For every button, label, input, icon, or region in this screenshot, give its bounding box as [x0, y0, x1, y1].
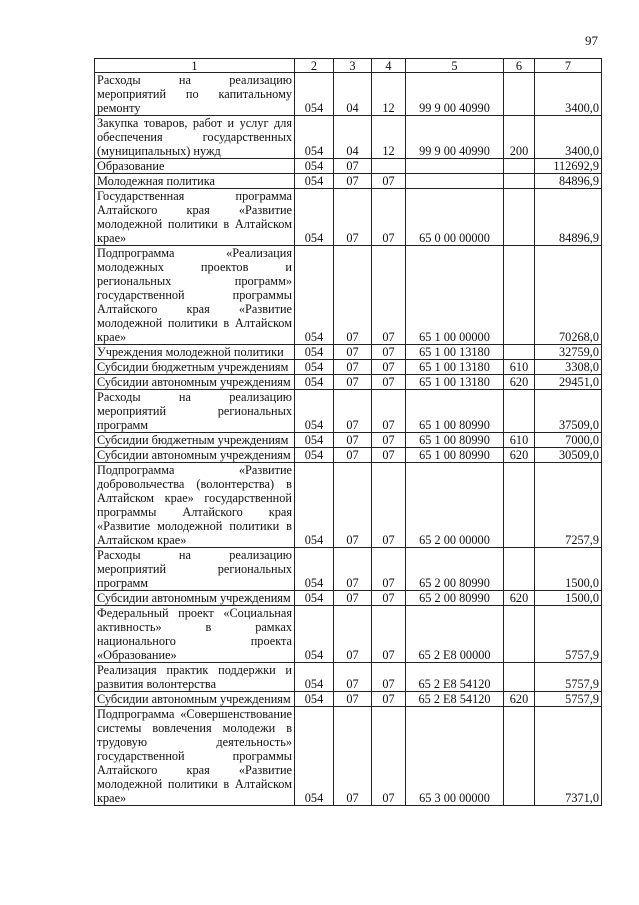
- row-ved: 054: [295, 448, 334, 463]
- row-vr: 610: [504, 433, 535, 448]
- row-csr: 65 2 00 80990: [406, 548, 504, 591]
- row-sum: 3308,0: [535, 360, 602, 375]
- table-row: [95, 548, 602, 591]
- row-vr: [504, 246, 535, 345]
- row-name: Подпрограмма «Совершенствование системы вовлечения молодежи в трудовую деятельность» государственной программы Алтайского края «Развитие молодежной политики в Алтайском крае»: [95, 707, 295, 806]
- row-name: Субсидии автономным учреждениям: [95, 448, 295, 463]
- row-sum: 1500,0: [535, 591, 602, 606]
- row-sum: 70268,0: [535, 246, 602, 345]
- row-csr: 99 9 00 40990: [406, 73, 504, 116]
- row-ved: 054: [295, 433, 334, 448]
- row-pr: 07: [372, 548, 406, 591]
- row-csr: 99 9 00 40990: [406, 116, 504, 159]
- row-vr: 620: [504, 375, 535, 390]
- row-pr: 07: [372, 189, 406, 246]
- row-pr: 07: [372, 692, 406, 707]
- row-rz: 07: [334, 375, 372, 390]
- row-pr: 07: [372, 174, 406, 189]
- row-csr: 65 1 00 00000: [406, 246, 504, 345]
- row-csr: 65 0 00 00000: [406, 189, 504, 246]
- row-ved: 054: [295, 189, 334, 246]
- row-vr: 620: [504, 692, 535, 707]
- header-col-6: 6: [504, 59, 535, 73]
- row-name: Субсидии бюджетным учреждениям: [95, 433, 295, 448]
- table-row: [95, 116, 602, 159]
- row-ved: 054: [295, 692, 334, 707]
- row-csr: 65 2 E8 54120: [406, 692, 504, 707]
- table-row: [95, 463, 602, 548]
- row-vr: [504, 463, 535, 548]
- row-sum: 30509,0: [535, 448, 602, 463]
- row-name: Субсидии автономным учреждениям: [95, 375, 295, 390]
- row-ved: 054: [295, 174, 334, 189]
- row-vr: [504, 73, 535, 116]
- header-col-5: 5: [406, 59, 504, 73]
- table-row: [95, 390, 602, 433]
- table-row: [95, 433, 602, 448]
- row-sum: 7257,9: [535, 463, 602, 548]
- row-pr: 07: [372, 448, 406, 463]
- row-rz: 07: [334, 159, 372, 174]
- row-name: Субсидии бюджетным учреждениям: [95, 360, 295, 375]
- row-name: Субсидии автономным учреждениям: [95, 692, 295, 707]
- row-name: Государственная программа Алтайского края «Развитие молодежной политики в Алтайском крае»: [95, 189, 295, 246]
- row-rz: 07: [334, 591, 372, 606]
- row-sum: 7000,0: [535, 433, 602, 448]
- row-csr: 65 2 00 00000: [406, 463, 504, 548]
- header-col-4: 4: [372, 59, 406, 73]
- row-csr: 65 1 00 13180: [406, 360, 504, 375]
- table-row: [95, 246, 602, 345]
- row-sum: 5757,9: [535, 692, 602, 707]
- row-rz: 07: [334, 345, 372, 360]
- row-ved: 054: [295, 606, 334, 663]
- row-pr: 07: [372, 663, 406, 692]
- header-col-3: 3: [334, 59, 372, 73]
- row-rz: 04: [334, 116, 372, 159]
- row-ved: 054: [295, 375, 334, 390]
- row-sum: 5757,9: [535, 606, 602, 663]
- row-ved: 054: [295, 390, 334, 433]
- row-name: Учреждения молодежной политики: [95, 345, 295, 360]
- row-vr: [504, 390, 535, 433]
- table-row: [95, 345, 602, 360]
- row-csr: [406, 174, 504, 189]
- row-name: Федеральный проект «Социальная активность» в рамках национального проекта «Образование»: [95, 606, 295, 663]
- row-ved: 054: [295, 463, 334, 548]
- table-row: [95, 174, 602, 189]
- row-pr: 07: [372, 375, 406, 390]
- row-csr: [406, 159, 504, 174]
- row-vr: [504, 606, 535, 663]
- row-rz: 04: [334, 73, 372, 116]
- row-csr: 65 3 00 00000: [406, 707, 504, 806]
- row-ved: 054: [295, 591, 334, 606]
- row-vr: [504, 548, 535, 591]
- table-row: [95, 663, 602, 692]
- page-number: 97: [585, 33, 598, 48]
- row-pr: 07: [372, 345, 406, 360]
- row-rz: 07: [334, 707, 372, 806]
- row-rz: 07: [334, 246, 372, 345]
- row-ved: 054: [295, 707, 334, 806]
- row-csr: 65 2 00 80990: [406, 591, 504, 606]
- table-header-row: [95, 59, 602, 73]
- row-vr: [504, 707, 535, 806]
- row-ved: 054: [295, 345, 334, 360]
- row-sum: 112692,9: [535, 159, 602, 174]
- row-sum: 1500,0: [535, 548, 602, 591]
- row-rz: 07: [334, 663, 372, 692]
- row-sum: 7371,0: [535, 707, 602, 806]
- row-ved: 054: [295, 246, 334, 345]
- header-col-2: 2: [295, 59, 334, 73]
- row-name: Расходы на реализацию мероприятий региональных программ: [95, 548, 295, 591]
- row-name: Расходы на реализацию мероприятий по капитальному ремонту: [95, 73, 295, 116]
- row-sum: 29451,0: [535, 375, 602, 390]
- table-row: [95, 360, 602, 375]
- row-ved: 054: [295, 159, 334, 174]
- row-ved: 054: [295, 663, 334, 692]
- row-ved: 054: [295, 360, 334, 375]
- row-pr: 12: [372, 73, 406, 116]
- row-rz: 07: [334, 189, 372, 246]
- row-rz: 07: [334, 548, 372, 591]
- row-name: Расходы на реализацию мероприятий региональных программ: [95, 390, 295, 433]
- row-csr: 65 1 00 13180: [406, 345, 504, 360]
- row-sum: 84896,9: [535, 174, 602, 189]
- row-name: Молодежная политика: [95, 174, 295, 189]
- row-vr: [504, 345, 535, 360]
- row-pr: 07: [372, 246, 406, 345]
- row-pr: 07: [372, 433, 406, 448]
- table-row: [95, 591, 602, 606]
- row-sum: 84896,9: [535, 189, 602, 246]
- row-vr: 620: [504, 591, 535, 606]
- header-col-7: 7: [535, 59, 602, 73]
- row-rz: 07: [334, 463, 372, 548]
- row-vr: 620: [504, 448, 535, 463]
- table-row: [95, 375, 602, 390]
- row-pr: 07: [372, 591, 406, 606]
- row-ved: 054: [295, 73, 334, 116]
- row-sum: 5757,9: [535, 663, 602, 692]
- row-pr: 07: [372, 360, 406, 375]
- row-pr: 07: [372, 606, 406, 663]
- row-csr: 65 2 E8 00000: [406, 606, 504, 663]
- row-pr: 07: [372, 463, 406, 548]
- row-pr: 07: [372, 707, 406, 806]
- row-csr: 65 1 00 80990: [406, 390, 504, 433]
- row-csr: 65 1 00 80990: [406, 433, 504, 448]
- row-rz: 07: [334, 448, 372, 463]
- row-pr: 07: [372, 390, 406, 433]
- budget-table: [94, 58, 602, 806]
- row-vr: 200: [504, 116, 535, 159]
- row-name: Закупка товаров, работ и услуг для обеспечения государственных (муниципальных) нужд: [95, 116, 295, 159]
- row-vr: [504, 189, 535, 246]
- row-sum: 3400,0: [535, 116, 602, 159]
- row-vr: [504, 663, 535, 692]
- row-name: Подпрограмма «Реализация молодежных проектов и региональных программ» государственной программы Алтайского края «Развитие молодежной политики в Алтайском крае»: [95, 246, 295, 345]
- header-col-1: 1: [95, 59, 295, 73]
- row-rz: 07: [334, 433, 372, 448]
- row-rz: 07: [334, 692, 372, 707]
- row-pr: 12: [372, 116, 406, 159]
- row-rz: 07: [334, 360, 372, 375]
- row-name: Подпрограмма «Развитие добровольчества (волонтерства) в Алтайском крае» государственной программы Алтайского края «Развитие молодежной политики в Алтайском крае»: [95, 463, 295, 548]
- row-sum: 37509,0: [535, 390, 602, 433]
- row-pr: [372, 159, 406, 174]
- table-row: [95, 159, 602, 174]
- row-name: Образование: [95, 159, 295, 174]
- row-rz: 07: [334, 390, 372, 433]
- row-vr: [504, 159, 535, 174]
- table-row: [95, 73, 602, 116]
- table-row: [95, 606, 602, 663]
- row-name: Субсидии автономным учреждениям: [95, 591, 295, 606]
- row-vr: 610: [504, 360, 535, 375]
- table-row: [95, 707, 602, 806]
- row-csr: 65 1 00 13180: [406, 375, 504, 390]
- row-rz: 07: [334, 606, 372, 663]
- table-row: [95, 692, 602, 707]
- table-row: [95, 448, 602, 463]
- row-sum: 3400,0: [535, 73, 602, 116]
- row-rz: 07: [334, 174, 372, 189]
- row-ved: 054: [295, 548, 334, 591]
- row-csr: 65 2 E8 54120: [406, 663, 504, 692]
- row-sum: 32759,0: [535, 345, 602, 360]
- table-row: [95, 189, 602, 246]
- row-name: Реализация практик поддержки и развития волонтерства: [95, 663, 295, 692]
- row-vr: [504, 174, 535, 189]
- row-ved: 054: [295, 116, 334, 159]
- row-csr: 65 1 00 80990: [406, 448, 504, 463]
